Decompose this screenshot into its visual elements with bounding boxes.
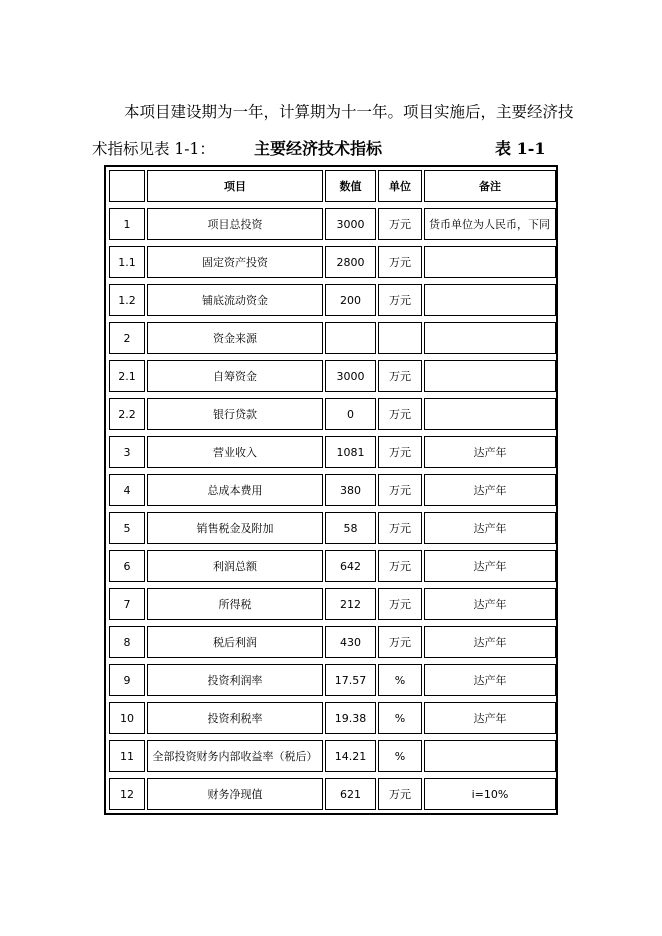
row-unit: 万元 (378, 208, 422, 240)
row-no: 8 (109, 626, 145, 658)
row-unit: 万元 (378, 550, 422, 582)
row-unit: 万元 (378, 360, 422, 392)
table-row (106, 737, 556, 775)
row-note: 达产年 (424, 512, 556, 544)
header-item: 项目 (147, 170, 323, 202)
row-unit (378, 322, 422, 354)
row-value: 19.38 (325, 702, 376, 734)
row-no: 11 (109, 740, 145, 772)
table-row (106, 471, 556, 509)
row-unit: 万元 (378, 474, 422, 506)
row-no: 2.1 (109, 360, 145, 392)
row-no: 10 (109, 702, 145, 734)
table-row (106, 585, 556, 623)
row-value: 3000 (325, 208, 376, 240)
header-no (109, 170, 145, 202)
row-note (424, 740, 556, 772)
row-value: 1081 (325, 436, 376, 468)
row-value: 14.21 (325, 740, 376, 772)
table-row (106, 661, 556, 699)
row-value: 58 (325, 512, 376, 544)
row-note: 达产年 (424, 626, 556, 658)
row-note: 达产年 (424, 702, 556, 734)
row-value: 2800 (325, 246, 376, 278)
intro-paragraph-line1: 本项目建设期为一年，计算期为十一年。项目实施后，主要经济技 (124, 103, 574, 121)
row-unit: 万元 (378, 778, 422, 810)
row-no: 12 (109, 778, 145, 810)
row-item: 铺底流动资金 (147, 284, 323, 316)
table-number: 表 1-1 (495, 139, 546, 158)
row-value: 621 (325, 778, 376, 810)
row-value: 0 (325, 398, 376, 430)
indicator-table (104, 165, 558, 815)
row-no: 2 (109, 322, 145, 354)
row-item: 投资利润率 (147, 664, 323, 696)
row-item: 税后利润 (147, 626, 323, 658)
row-note: 达产年 (424, 436, 556, 468)
row-no: 1 (109, 208, 145, 240)
table-row (106, 775, 556, 813)
header-note: 备注 (424, 170, 556, 202)
row-item: 自筹资金 (147, 360, 323, 392)
row-note: 达产年 (424, 588, 556, 620)
row-note (424, 322, 556, 354)
row-value: 200 (325, 284, 376, 316)
row-item: 利润总额 (147, 550, 323, 582)
row-item: 银行贷款 (147, 398, 323, 430)
row-value: 212 (325, 588, 376, 620)
row-no: 4 (109, 474, 145, 506)
table-row (106, 395, 556, 433)
row-note: 货币单位为人民币，下同 (424, 208, 556, 240)
row-note: 达产年 (424, 664, 556, 696)
row-item: 资金来源 (147, 322, 323, 354)
row-item: 销售税金及附加 (147, 512, 323, 544)
row-no: 6 (109, 550, 145, 582)
row-unit: 万元 (378, 512, 422, 544)
table-row (106, 699, 556, 737)
row-no: 1.2 (109, 284, 145, 316)
row-value (325, 322, 376, 354)
row-unit: % (378, 702, 422, 734)
row-item: 全部投资财务内部收益率（税后） (147, 740, 323, 772)
row-item: 总成本费用 (147, 474, 323, 506)
row-unit: % (378, 740, 422, 772)
row-unit: 万元 (378, 398, 422, 430)
row-value: 642 (325, 550, 376, 582)
table-row (106, 319, 556, 357)
table-header-row (106, 167, 556, 205)
header-unit: 单位 (378, 170, 422, 202)
row-no: 7 (109, 588, 145, 620)
table-row (106, 623, 556, 661)
row-note: i=10% (424, 778, 556, 810)
row-unit: 万元 (378, 246, 422, 278)
row-no: 5 (109, 512, 145, 544)
table-title: 主要经济技术指标 (254, 139, 383, 158)
table-row (106, 433, 556, 471)
table-row (106, 509, 556, 547)
table-row (106, 243, 556, 281)
row-note: 达产年 (424, 474, 556, 506)
row-value: 3000 (325, 360, 376, 392)
row-no: 3 (109, 436, 145, 468)
row-item: 固定资产投资 (147, 246, 323, 278)
row-note (424, 284, 556, 316)
table-row (106, 281, 556, 319)
table-row (106, 205, 556, 243)
row-unit: 万元 (378, 588, 422, 620)
row-no: 1.1 (109, 246, 145, 278)
row-item: 投资利税率 (147, 702, 323, 734)
row-item: 营业收入 (147, 436, 323, 468)
row-unit: 万元 (378, 436, 422, 468)
row-note (424, 246, 556, 278)
table-row (106, 547, 556, 585)
row-unit: 万元 (378, 626, 422, 658)
intro-paragraph-line2: 术指标见表 1-1： (92, 140, 215, 158)
row-unit: % (378, 664, 422, 696)
row-unit: 万元 (378, 284, 422, 316)
table-row (106, 357, 556, 395)
row-note: 达产年 (424, 550, 556, 582)
row-value: 380 (325, 474, 376, 506)
row-item: 财务净现值 (147, 778, 323, 810)
header-value: 数值 (325, 170, 376, 202)
row-no: 2.2 (109, 398, 145, 430)
row-value: 17.57 (325, 664, 376, 696)
row-no: 9 (109, 664, 145, 696)
row-value: 430 (325, 626, 376, 658)
row-note (424, 398, 556, 430)
row-item: 项目总投资 (147, 208, 323, 240)
row-item: 所得税 (147, 588, 323, 620)
row-note (424, 360, 556, 392)
